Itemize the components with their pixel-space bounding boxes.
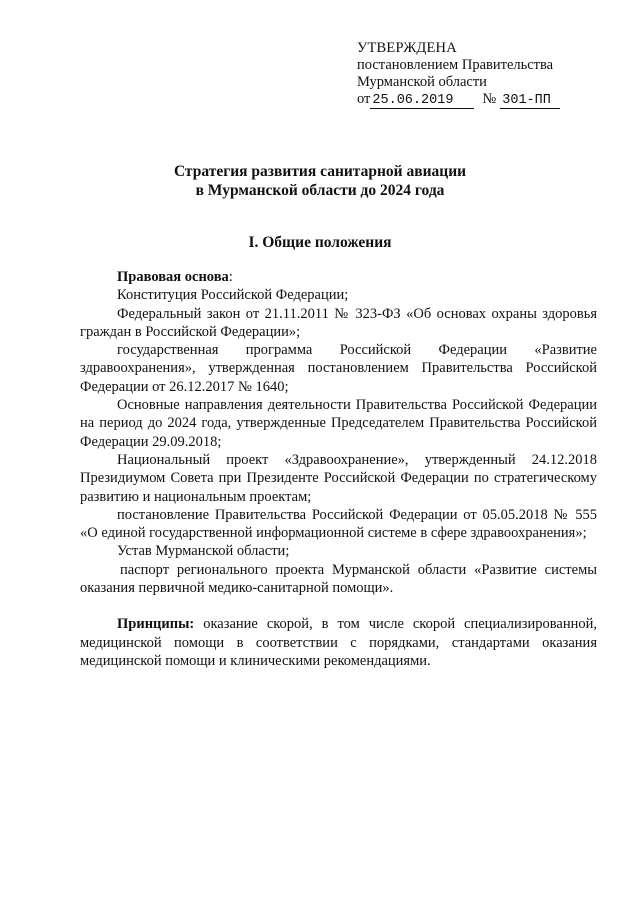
principles-label: Принципы: — [117, 616, 195, 633]
legal-basis-item: паспорт регионального проекта Мурманской области «Развитие системы оказания первичной медико-санитарной помощи». — [80, 561, 597, 597]
legal-basis-item: Федеральный закон от 21.11.2011 № 323-ФЗ «Об основах охраны здоровья граждан в Российской Федерации»; — [80, 305, 597, 340]
principles-text: оказание скорой, в том числе скорой специализированной, медицинской помощи в соответствии с порядками, стандартами оказания медицинской помощи и клиническими рекомендациями. — [80, 616, 597, 669]
section-heading: I. Общие положения — [248, 234, 392, 251]
legal-basis-heading — [80, 268, 597, 286]
approval-title: УТВЕРЖДЕНА — [357, 40, 457, 56]
approval-date-number-line — [357, 91, 607, 109]
legal-basis-item: Конституция Российской Федерации; — [117, 287, 349, 304]
principles-paragraph — [80, 615, 597, 670]
legal-basis-item: Национальный проект «Здравоохранение», утвержденный 24.12.2018 Президиумом Совета при Президенте Российской Федерации по стратегическому развитию и национальным проектам; — [80, 451, 597, 505]
approval-number: 301-ПП — [500, 93, 560, 109]
legal-basis-item: Устав Мурманской области; — [117, 543, 290, 560]
legal-basis-item: Основные направления деятельности Правительства Российской Федерации на период до 2024 года, утвержденные Председателем Правительства Российской Федерации 29.09.2018; — [80, 397, 597, 450]
legal-basis-label: Правовая основа — [117, 269, 229, 285]
legal-basis-label-suffix: : — [228, 269, 233, 285]
document-title — [0, 162, 640, 200]
legal-basis-item: государственная программа Российской Федерации «Развитие здравоохранения», утвержденная постановлением Правительства Российской Федерации от 26.12.2017 № 1640; — [80, 342, 597, 395]
approval-by-line: постановлением Правительства — [357, 57, 554, 73]
number-sign: № — [482, 91, 497, 107]
date-prefix: от — [357, 91, 371, 107]
approval-region-line: Мурманской области — [357, 74, 487, 90]
document-title-line-2: в Мурманской области до 2024 года — [195, 182, 445, 199]
legal-basis-item: постановление Правительства Российской Федерации от 05.05.2018 № 555 «О единой государственной информационной системе в сфере здравоохранения»; — [80, 506, 597, 542]
approval-date: 25.06.2019 — [370, 93, 474, 109]
paragraph-gap — [80, 597, 597, 615]
document-title-line-1: Стратегия развития санитарной авиации — [173, 163, 467, 180]
document-body — [80, 268, 597, 670]
approval-stamp-block — [357, 40, 607, 109]
